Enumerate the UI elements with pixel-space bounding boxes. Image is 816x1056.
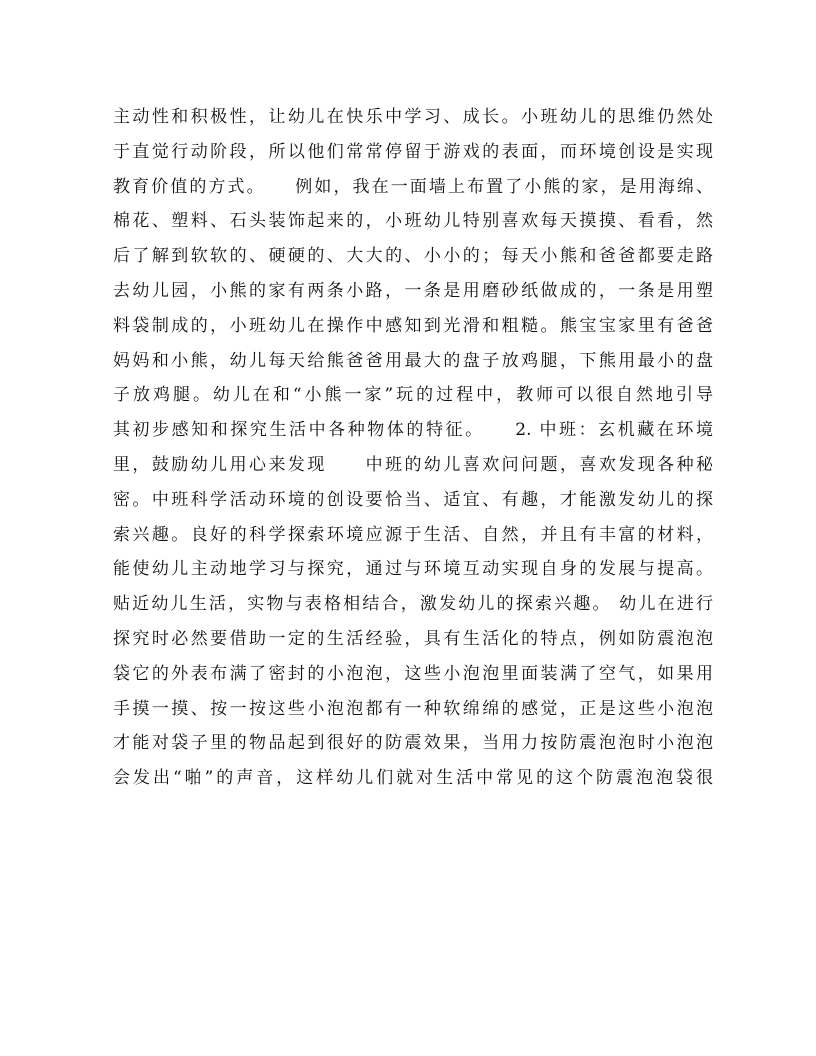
text-line: 去幼儿园，小熊的家有两条小路，一条是用磨砂纸做成的，一条是用塑 xyxy=(113,280,713,301)
text-line: 贴近幼儿生活，实物与表格相结合，激发幼儿的探索兴趣。 幼儿在进行 xyxy=(113,594,713,615)
text-line: 子放鸡腿。幼儿在和“小熊一家”玩的过程中，教师可以很自然地引导 xyxy=(113,385,713,406)
text-line: 能使幼儿主动地学习与探究，通过与环境互动实现自身的发展与提高。 xyxy=(113,559,713,580)
text-line: 密。中班科学活动环境的创设要恰当、适宜、有趣，才能激发幼儿的探 xyxy=(113,489,713,510)
body-text xyxy=(113,100,713,796)
text-line: 会发出“啪”的声音，这样幼儿们就对生活中常见的这个防震泡泡袋很 xyxy=(113,768,713,789)
text-line: 教育价值的方式。 例如，我在一面墙上布置了小熊的家，是用海绵、 xyxy=(113,176,713,197)
text-line: 妈妈和小熊，幼儿每天给熊爸爸用最大的盘子放鸡腿，下熊用最小的盘 xyxy=(113,350,713,371)
text-line: 袋它的外表布满了密封的小泡泡，这些小泡泡里面装满了空气，如果用 xyxy=(113,663,713,684)
text-line: 棉花、塑料、石头装饰起来的，小班幼儿特别喜欢每天摸摸、看看，然 xyxy=(113,211,713,232)
text-line: 里，鼓励幼儿用心来发现 中班的幼儿喜欢问问题，喜欢发现各种秘 xyxy=(113,454,713,475)
text-line: 主动性和积极性，让幼儿在快乐中学习、成长。小班幼儿的思维仍然处 xyxy=(113,107,713,127)
text-line: 其初步感知和探究生活中各种物体的特征。 2. 中班：玄机藏在环境 xyxy=(113,420,713,441)
text-line: 手摸一摸、按一按这些小泡泡都有一种软绵绵的感觉，正是这些小泡泡 xyxy=(113,698,713,719)
text-line: 探究时必然要借助一定的生活经验，具有生活化的特点，例如防震泡泡 xyxy=(113,628,713,649)
text-line: 于直觉行动阶段，所以他们常常停留于游戏的表面，而环境创设是实现 xyxy=(113,141,713,162)
text-line: 索兴趣。良好的科学探索环境应源于生活、自然，并且有丰富的材料， xyxy=(113,524,713,545)
text-line: 料袋制成的，小班幼儿在操作中感知到光滑和粗糙。熊宝宝家里有爸爸 xyxy=(113,315,713,336)
text-line: 才能对袋子里的物品起到很好的防震效果，当用力按防震泡泡时小泡泡 xyxy=(113,733,713,754)
text-line: 后了解到软软的、硬硬的、大大的、小小的；每天小熊和爸爸都要走路 xyxy=(113,246,713,267)
